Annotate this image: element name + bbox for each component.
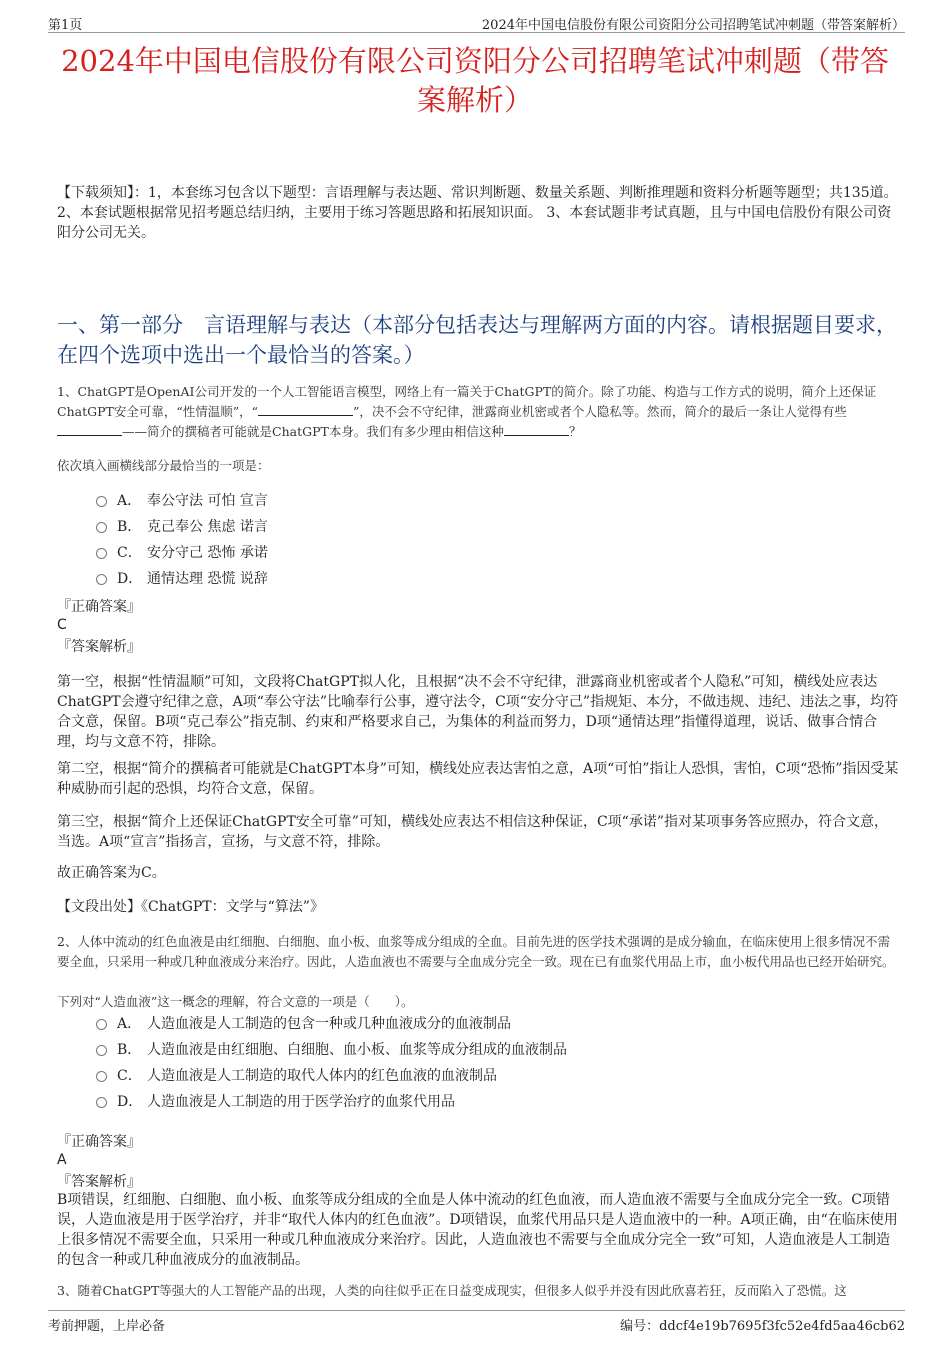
page-number: 第1页 (48, 18, 83, 33)
q2-stem: 2、人体中流动的红色血液是由红细胞、白细胞、血小板、血浆等成分组成的全血。目前先进的医学技术强调的是成分输血，在临床使用上很多情况不需要全血，只采用一种或几种血液成分来治疗。因此，人造血液也不需要与全血成分完全一致。现在已有血浆代用品上市，血小板代用品也已经开始研究。 (57, 934, 895, 969)
download-notice: 【下载须知】：1，本套练习包含以下题型：言语理解与表达题、常识判断题、数量关系题、判断推理题和资料分析题等题型；共135道。 2、本套试题根据常见招考题总结归纳，主要用于练习答题思路和拓展知识面。 3、本套试题非考试真题，且与中国电信股份有限公司资阳分公司无关。 (57, 185, 898, 241)
document-id: 编号：ddcf4e19b7695f3fc52e4fd5aa46cb62 (620, 1319, 905, 1334)
q2-option-a[interactable]: A． 人造血液是人工制造的包含一种或几种血液成分的血液制品 (96, 1011, 567, 1037)
radio-icon[interactable] (96, 522, 107, 533)
q1-stem: 1、ChatGPT是OpenAI公司开发的一个人工智能语言模型，网络上有一篇关于ChatGPT的简介。除了功能、构造与工作方式的说明，简介上还保证ChatGPT安全可靠，“性情温顺”，“ ”，决不会不守纪律，泄露商业机密或者个人隐私等。然而，简介的最后一条让人觉得有些——简介的撰稿者可能就是ChatGPT本身。我们有多少理由相信这种 ？ (57, 384, 877, 439)
q1-prompt: 依次填入画横线部分最恰当的一项是： (57, 458, 270, 473)
q1-option-c[interactable]: C． 安分守己 恐怖 承诺 (96, 540, 268, 566)
q2-answer-label: 『正确答案』 (57, 1134, 141, 1150)
q2-options (96, 1011, 567, 1115)
q2-analysis: B项错误，红细胞、白细胞、血小板、血浆等成分组成的全血是人体中流动的红色血液，而人造血液不需要与全血成分完全一致。C项错误，人造血液是用于医学治疗，并非“取代人体内的红色血液”。D项错误，血浆代用品只是人造血液中的一种。A项正确，由“在临床使用上很多情况不需要全血，只采用一种或几种血液成分来治疗。因此，人造血液也不需要与全血成分完全一致”可知，人造血液是人工制造的包含一种或几种血液成分的血液制品。 (57, 1192, 898, 1268)
q1-analysis-label: 『答案解析』 (57, 639, 141, 655)
q3-stem: 3、随着ChatGPT等强大的人工智能产品的出现，人类的向往似乎正在日益变成现实，但很多人似乎并没有因此欣喜若狂，反而陷入了恐慌。这 (57, 1283, 847, 1298)
q1-option-b[interactable]: B． 克己奉公 焦虑 诺言 (96, 514, 268, 540)
q2-prompt: 下列对“人造血液”这一概念的理解，符合文意的一项是（ ）。 (57, 994, 414, 1009)
q1-analysis-1: 第一空，根据“性情温顺”可知，文段将ChatGPT拟人化，且根据“决不会不守纪律，泄露商业机密或者个人隐私”可知，横线处应表达ChatGPT会遵守纪律之意，A项“奉公守法”比喻奉行公事，遵守法令，C项“安分守己”指规矩、本分，不做违规、违纪、违法之事，均符合文意，保留。B项“克己奉公”指克制、约束和严格要求自己，为集体的利益而努力，D项“通情达理”指懂得道理，说话、做事合情合理，均与文意不符，排除。 (57, 674, 899, 750)
radio-icon[interactable] (96, 574, 107, 585)
q1-analysis-2: 第二空，根据“简介的撰稿者可能就是ChatGPT本身”可知，横线处应表达害怕之意，A项“可怕”指让人恐惧，害怕，C项“恐怖”指因受某种威胁而引起的恐惧，均符合文意，保留。 (57, 761, 899, 797)
q1-analysis-4: 故正确答案为C。 (57, 865, 166, 881)
q1-blank-2 (57, 423, 122, 436)
q1-option-d[interactable]: D． 通情达理 恐慌 说辞 (96, 566, 268, 592)
page-footer (48, 1310, 905, 1333)
section-heading: 一、第一部分 言语理解与表达（本部分包括表达与理解两方面的内容。请根据题目要求，在四个选项中选出一个最恰当的答案。） (57, 313, 897, 367)
q1-blank-1 (258, 403, 353, 416)
page-header (48, 12, 905, 33)
q1-blank-3 (504, 423, 569, 436)
q2-option-b[interactable]: B． 人造血液是由红细胞、白细胞、血小板、血浆等成分组成的血液制品 (96, 1037, 567, 1063)
radio-icon[interactable] (96, 1019, 107, 1030)
q1-answer: C (57, 617, 67, 633)
header-doc-title: 2024年中国电信股份有限公司资阳分公司招聘笔试冲刺题（带答案解析） (481, 18, 905, 33)
q1-option-a[interactable]: A． 奉公守法 可怕 宣言 (96, 488, 268, 514)
q1-options (96, 488, 268, 592)
radio-icon[interactable] (96, 1097, 107, 1108)
q2-option-c[interactable]: C． 人造血液是人工制造的取代人体内的红色血液的血液制品 (96, 1063, 567, 1089)
radio-icon[interactable] (96, 1045, 107, 1056)
q2-option-d[interactable]: D． 人造血液是人工制造的用于医学治疗的血浆代用品 (96, 1089, 567, 1115)
radio-icon[interactable] (96, 548, 107, 559)
q2-answer: A (57, 1152, 67, 1168)
q1-answer-label: 『正确答案』 (57, 599, 141, 615)
footer-slogan: 考前押题，上岸必备 (48, 1319, 166, 1334)
radio-icon[interactable] (96, 1071, 107, 1082)
page-title: 2024年中国电信股份有限公司资阳分公司招聘笔试冲刺题（带答案解析） (61, 44, 889, 117)
q1-analysis-3: 第三空，根据“简介上还保证ChatGPT安全可靠”可知，横线处应表达不相信这种保证，C项“承诺”指对某项事务答应照办，符合文意，当选。A项“宣言”指扬言，宣扬，与文意不符，排除。 (57, 814, 888, 850)
radio-icon[interactable] (96, 496, 107, 507)
q2-analysis-label: 『答案解析』 (57, 1174, 141, 1190)
q1-source: 【文段出处】《ChatGPT：文学与“算法”》 (57, 899, 324, 915)
